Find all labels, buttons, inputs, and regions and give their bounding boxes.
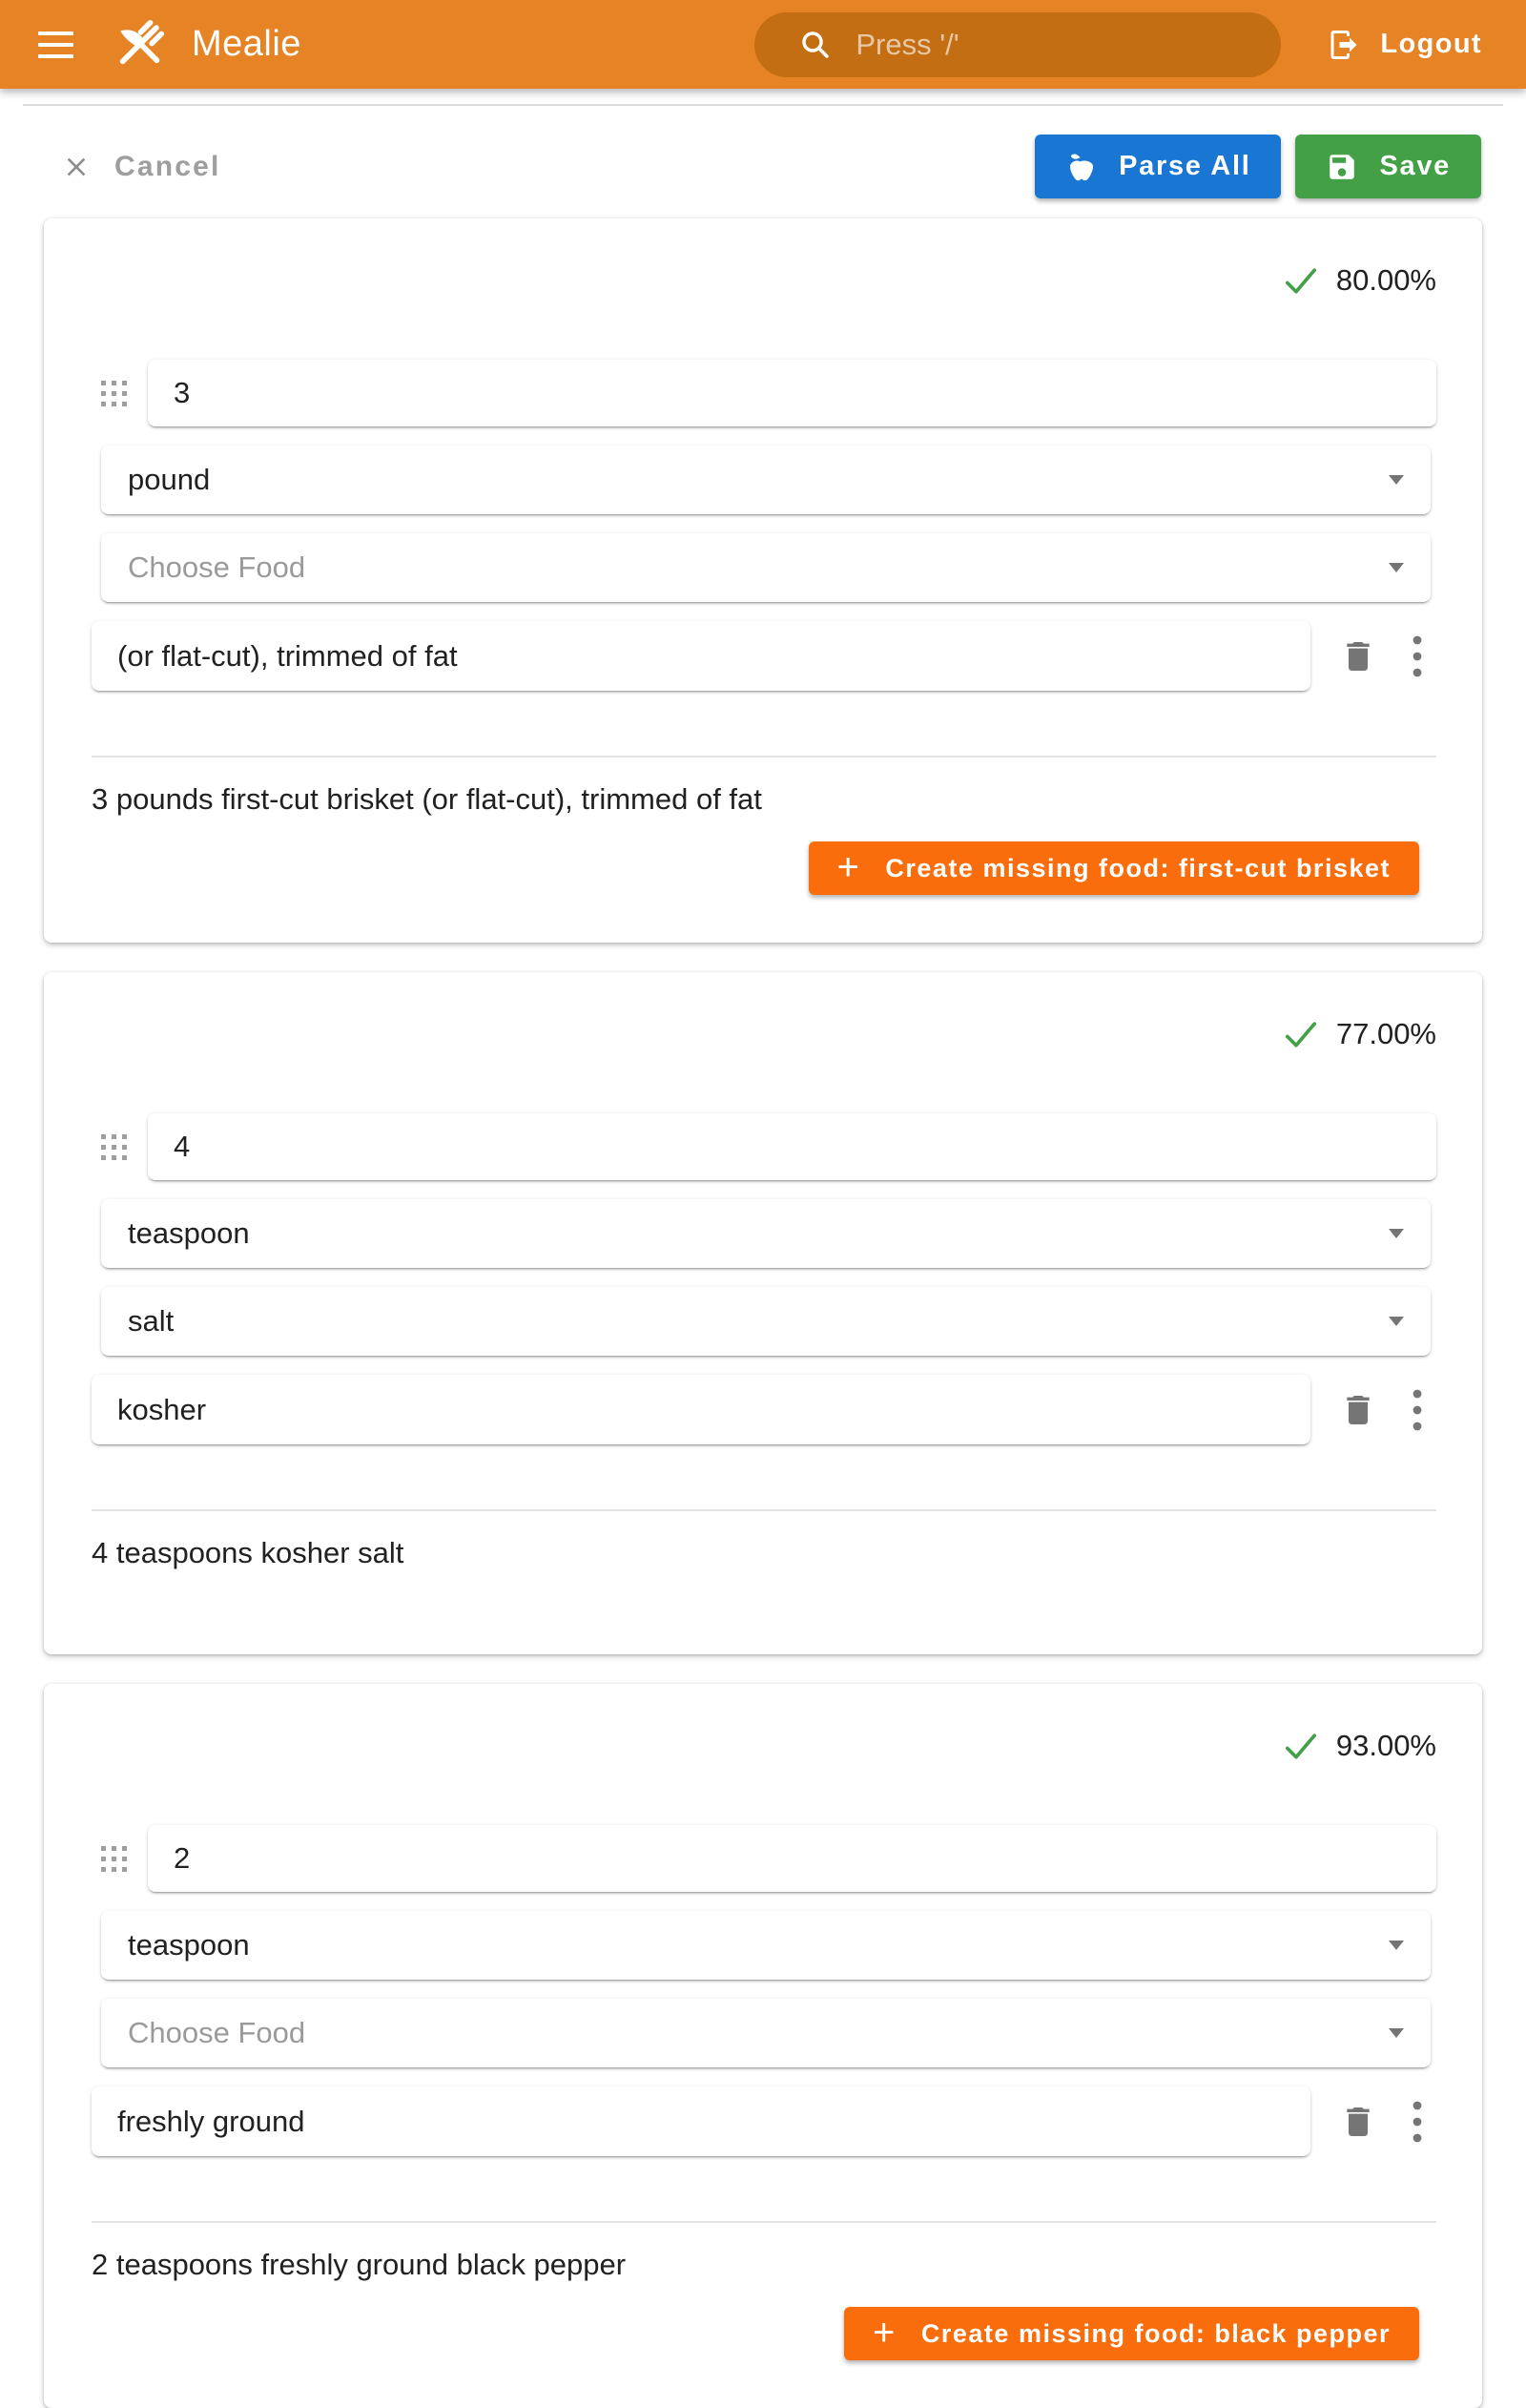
food-placeholder: Choose Food: [128, 550, 306, 584]
original-ingredient-text: 4 teaspoons kosher salt: [92, 1536, 404, 1569]
app-title: Mealie: [192, 24, 301, 64]
chevron-down-icon: [1389, 563, 1404, 572]
food-select[interactable]: [101, 1999, 1431, 2067]
unit-select[interactable]: [101, 1199, 1431, 1268]
delete-button[interactable]: [1339, 1391, 1377, 1429]
notes-row: [92, 1375, 1436, 1444]
unit-select[interactable]: [101, 446, 1431, 514]
ingredient-list: [0, 198, 1526, 2408]
vertical-dots-icon: [1412, 2100, 1423, 2144]
quantity-input[interactable]: [148, 1113, 1436, 1180]
quantity-input[interactable]: [148, 360, 1436, 426]
chevron-down-icon: [1389, 1317, 1404, 1326]
vertical-dots-icon: [1412, 634, 1423, 678]
unit-select[interactable]: [101, 1911, 1431, 1980]
notes-input[interactable]: [92, 621, 1310, 691]
create-missing-food-button[interactable]: [809, 841, 1419, 895]
parse-all-label: Parse All: [1119, 151, 1251, 181]
confidence-value: 80.00%: [1335, 263, 1436, 297]
create-missing-food-label: Create missing food: first-cut brisket: [885, 853, 1391, 882]
more-options-button[interactable]: [1412, 2100, 1423, 2144]
apple-icon: [1065, 151, 1098, 183]
card-divider: [92, 1509, 1436, 1511]
food-placeholder: Choose Food: [128, 2016, 306, 2049]
chevron-down-icon: [1389, 475, 1404, 485]
drag-handle-icon[interactable]: [101, 381, 127, 406]
drag-handle-icon[interactable]: [101, 1134, 127, 1160]
original-ingredient-text: 2 teaspoons freshly ground black pepper: [92, 2248, 627, 2281]
search-input[interactable]: [854, 27, 1268, 63]
save-label: Save: [1379, 151, 1451, 181]
parse-all-button[interactable]: [1035, 135, 1281, 198]
create-missing-food-label: Create missing food: black pepper: [920, 2318, 1391, 2348]
chevron-down-icon: [1389, 1941, 1404, 1950]
search-icon: [798, 28, 833, 62]
confidence-value: 77.00%: [1335, 1017, 1436, 1050]
trash-icon: [1339, 637, 1377, 675]
card-divider: [92, 756, 1436, 758]
confidence-value: 93.00%: [1335, 1729, 1436, 1762]
unit-value: teaspoon: [128, 1928, 250, 1962]
logout-icon: [1327, 28, 1361, 62]
cancel-label: Cancel: [114, 150, 221, 182]
vertical-dots-icon: [1412, 1388, 1423, 1432]
search-bar[interactable]: [754, 12, 1281, 77]
more-options-button[interactable]: [1412, 1388, 1423, 1432]
confidence-row: [90, 260, 1436, 301]
original-ingredient-text: 3 pounds first-cut brisket (or flat-cut), trimmed of fat: [92, 782, 762, 816]
delete-button[interactable]: [1339, 2103, 1377, 2141]
ingredient-card: [44, 972, 1482, 1654]
save-icon: [1326, 151, 1358, 183]
mealie-logo-icon: [110, 15, 169, 74]
notes-row: [92, 2086, 1436, 2156]
food-select[interactable]: [101, 533, 1431, 602]
create-missing-food-button[interactable]: [844, 2307, 1419, 2360]
delete-button[interactable]: [1339, 637, 1377, 675]
quantity-row: [101, 1825, 1436, 1892]
logout-label: Logout: [1380, 29, 1482, 59]
check-icon: [1282, 1727, 1320, 1765]
notes-input[interactable]: [92, 2086, 1310, 2156]
ingredient-card: [44, 218, 1482, 943]
cancel-button[interactable]: [55, 150, 227, 184]
plus-icon: +: [873, 2311, 897, 2354]
ingredient-card: [44, 1684, 1482, 2408]
drag-handle-icon[interactable]: [101, 1846, 127, 1872]
unit-value: pound: [128, 463, 211, 496]
check-icon: [1282, 1015, 1320, 1053]
notes-input[interactable]: [92, 1375, 1310, 1444]
food-value: salt: [128, 1304, 175, 1338]
confidence-row: [90, 1014, 1436, 1054]
notes-row: [92, 621, 1436, 691]
more-options-button[interactable]: [1412, 634, 1423, 678]
unit-value: teaspoon: [128, 1216, 250, 1250]
quantity-row: [101, 1113, 1436, 1180]
confidence-row: [90, 1726, 1436, 1766]
editor-toolbar: [0, 106, 1526, 198]
close-icon: [61, 152, 92, 182]
quantity-row: [101, 360, 1436, 426]
card-divider: [92, 2221, 1436, 2223]
save-button[interactable]: [1295, 135, 1481, 198]
app-header: [0, 0, 1526, 89]
chevron-down-icon: [1389, 1229, 1404, 1238]
check-icon: [1282, 261, 1320, 300]
trash-icon: [1339, 1391, 1377, 1429]
logout-button[interactable]: [1321, 27, 1488, 63]
chevron-down-icon: [1389, 2028, 1404, 2038]
trash-icon: [1339, 2103, 1377, 2141]
food-select[interactable]: [101, 1287, 1431, 1356]
quantity-input[interactable]: [148, 1825, 1436, 1892]
plus-icon: +: [836, 845, 861, 888]
menu-button[interactable]: [38, 31, 73, 58]
